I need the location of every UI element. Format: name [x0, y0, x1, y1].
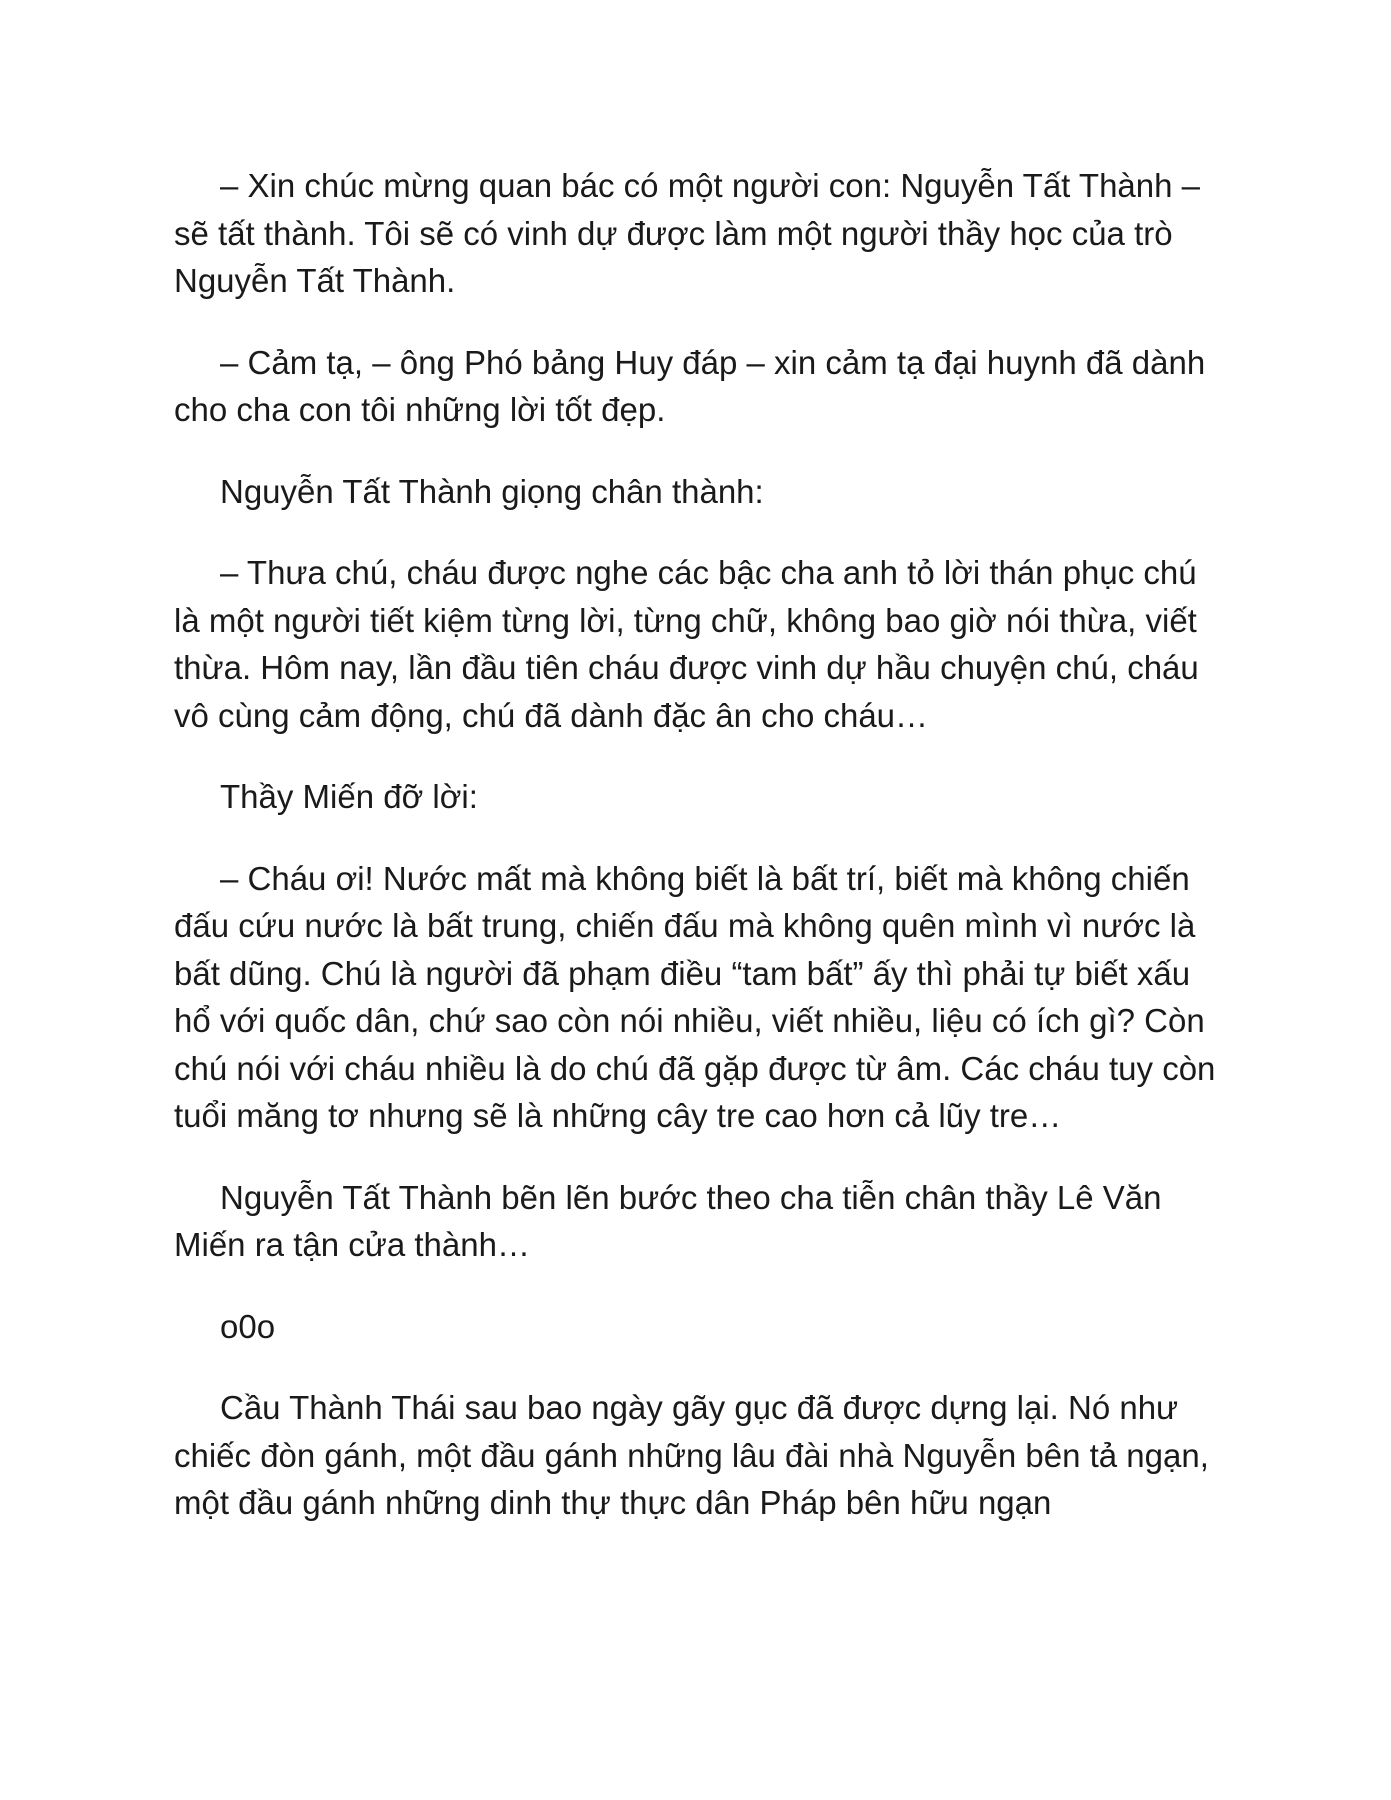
section-separator: o0o [220, 1307, 276, 1345]
paragraph-thanh-speech: – Thưa chú, cháu được nghe các bậc cha anh tỏ lời thán phục chú là một người tiết kiệm từng lời, từng chữ, không bao giờ nói thừa, viết thừa. Hôm nay, lần đầu tiên cháu được vinh dự hầu chuyện chú, cháu vô cùng cảm động, chú đã dành đặc ân cho cháu… [174, 554, 1199, 734]
paragraph-narration-sincere: Nguyễn Tất Thành giọng chân thành: [220, 472, 764, 510]
paragraph-narration-mien: Thầy Miến đỡ lời: [220, 778, 478, 815]
paragraph-thanks-reply: – Cảm tạ, – ông Phó bảng Huy đáp – xin cảm tạ đại huynh đã dành cho cha con tôi những lời tốt đẹp. [174, 343, 1206, 428]
paragraph-bridge: Cầu Thành Thái sau bao ngày gãy gục đã được dựng lại. Nó như chiếc đòn gánh, một đầu gánh những lâu đài nhà Nguyễn bên tả ngạn, một đầu gánh những dinh thự thực dân Pháp bên hữu ngạn [174, 1389, 1209, 1521]
paragraph-farewell: Nguyễn Tất Thành bẽn lẽn bước theo cha tiễn chân thầy Lê Văn Miến ra tận cửa thành… [174, 1178, 1162, 1263]
paragraph-mien-speech: – Cháu ơi! Nước mất mà không biết là bất trí, biết mà không chiến đấu cứu nước là bất trung, chiến đấu mà không quên mình vì nước là bất dũng. Chú là người đã phạm điều “tam bất” ấy thì phải tự biết xấu hổ với quốc dân, chứ sao còn nói nhiều, viết nhiều, liệu có ích gì? Còn chú nói với cháu nhiều là do chú đã gặp được từ âm. Các cháu tuy còn tuổi măng tơ nhưng sẽ là những cây tre cao hơn cả lũy tre… [174, 859, 1216, 1134]
paragraph-congratulation: – Xin chúc mừng quan bác có một người con: Nguyễn Tất Thành – sẽ tất thành. Tôi sẽ có vinh dự được làm một người thầy học của trò Nguyễn Tất Thành. [174, 167, 1201, 299]
body-text [174, 162, 1224, 1527]
